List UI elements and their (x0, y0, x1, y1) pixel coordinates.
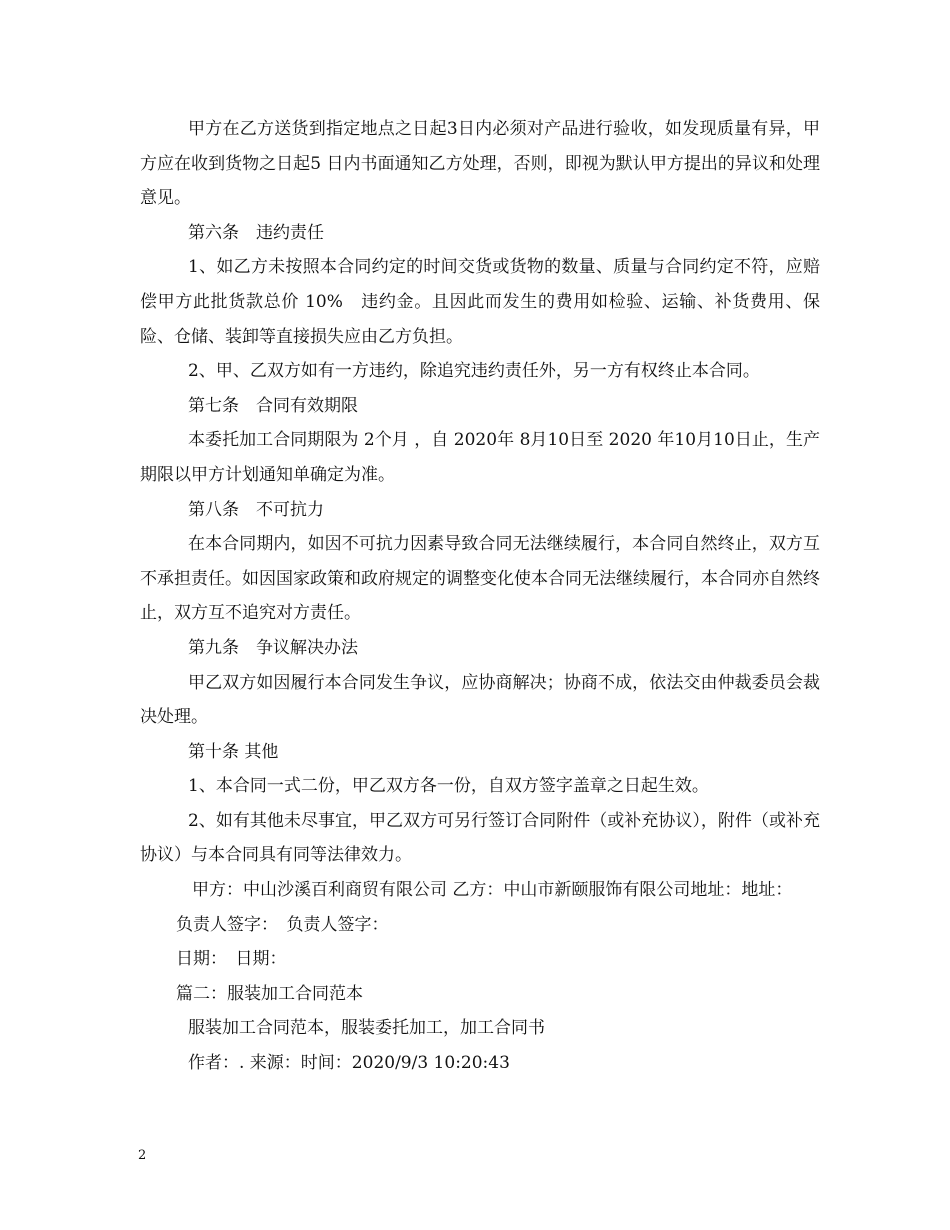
part2-meta: 作者：. 来源：时间：2020/9/3 10:20:43 (188, 1053, 510, 1074)
article-7-body: 本委托加工合同期限为 2个月 ，自 2020年 8月10日至 2020 年10月10日止，生产期限以甲方计划通知单确定为准。 (140, 430, 820, 485)
article-10-clause-2: 2、如有其他未尽事宜，甲乙双方可另行签订合同附件（或补充协议），附件（或补充协议）与本合同具有同等法律效力。 (140, 810, 820, 866)
signature-parties-line: 甲方：中山沙溪百利商贸有限公司 乙方：中山市新颐服饰有限公司地址：地址： (192, 880, 793, 901)
signature-date-line: 日期： 日期： (176, 949, 287, 970)
part2-keywords: 服装加工合同范本，服装委托加工，加工合同书 (188, 1018, 545, 1039)
document-body (140, 112, 820, 1081)
article-6-clause-2: 2、甲、乙双方如有一方违约，除追究违约责任外，另一方有权终止本合同。 (188, 361, 760, 382)
article-8-heading: 第八条 不可抗力 (188, 499, 324, 520)
article-7-heading: 第七条 合同有效期限 (188, 395, 358, 416)
part2-heading: 篇二：服装加工合同范本 (176, 983, 363, 1004)
article-6-heading: 第六条 违约责任 (188, 222, 324, 243)
acceptance-paragraph: 甲方在乙方送货到指定地点之日起3日内必须对产品进行验收，如发现质量有异，甲方应在收到货物之日起5 日内书面通知乙方处理，否则，即视为默认甲方提出的异议和处理意见。 (140, 119, 820, 209)
article-9-body: 甲乙双方如因履行本合同发生争议，应协商解决；协商不成，依法交由仲裁委员会裁决处理。 (140, 672, 820, 728)
article-6-clause-1: 1、如乙方未按照本合同约定的时间交货或货物的数量、质量与合同约定不符，应赔偿甲方此批货款总价 10% 违约金。且因此而发生的费用如检验、运输、补货费用、保险、仓储、装卸等直接损失应由乙方负担。 (140, 257, 820, 347)
page-number: 2 (138, 1148, 147, 1163)
signature-signer-line: 负责人签字： 负责人签字： (176, 914, 389, 935)
article-10-heading: 第十条 其他 (188, 741, 279, 762)
article-10-clause-1: 1、本合同一式二份，甲乙双方各一份，自双方签字盖章之日起生效。 (188, 776, 709, 797)
article-9-heading: 第九条 争议解决办法 (188, 637, 358, 658)
article-8-body: 在本合同期内，如因不可抗力因素导致合同无法继续履行，本合同自然终止，双方互不承担责任。如因国家政策和政府规定的调整变化使本合同无法继续履行，本合同亦自然终止，双方互不追究对方责任。 (140, 534, 820, 624)
